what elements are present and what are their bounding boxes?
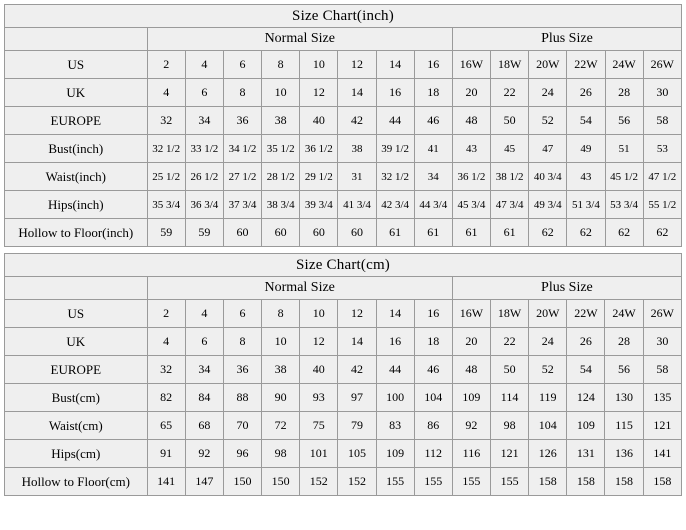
cell: 147 <box>185 468 223 496</box>
cell: 79 <box>338 412 376 440</box>
cell: 44 <box>376 356 414 384</box>
cell: 58 <box>643 107 681 135</box>
cell: 52 <box>529 107 567 135</box>
row-label: Hollow to Floor(inch) <box>5 219 148 247</box>
cell: 54 <box>567 356 605 384</box>
table-row <box>5 356 682 384</box>
cell: 42 <box>338 356 376 384</box>
cell: 36 1/2 <box>452 163 490 191</box>
table-title-row <box>5 254 682 277</box>
cell: 20W <box>529 300 567 328</box>
cell: 34 <box>414 163 452 191</box>
table-title: Size Chart(inch) <box>5 5 682 28</box>
size-chart-cm-table <box>4 253 682 496</box>
group-header-normal: Normal Size <box>147 28 452 51</box>
group-header-normal: Normal Size <box>147 277 452 300</box>
cell: 16 <box>414 51 452 79</box>
cell: 28 1/2 <box>262 163 300 191</box>
row-label: Bust(cm) <box>5 384 148 412</box>
row-label: Waist(inch) <box>5 163 148 191</box>
cell: 90 <box>262 384 300 412</box>
cell: 115 <box>605 412 643 440</box>
cell: 8 <box>262 51 300 79</box>
cell: 12 <box>338 300 376 328</box>
cell: 50 <box>491 107 529 135</box>
row-label: Hollow to Floor(cm) <box>5 468 148 496</box>
cell: 51 3/4 <box>567 191 605 219</box>
cell: 32 <box>147 107 185 135</box>
cell: 65 <box>147 412 185 440</box>
cell: 35 1/2 <box>262 135 300 163</box>
cell: 124 <box>567 384 605 412</box>
cell: 24W <box>605 51 643 79</box>
row-label: EUROPE <box>5 107 148 135</box>
cell: 51 <box>605 135 643 163</box>
cell: 109 <box>376 440 414 468</box>
group-row-corner <box>5 28 148 51</box>
size-chart-inch-body <box>5 5 682 247</box>
cell: 59 <box>185 219 223 247</box>
table-title: Size Chart(cm) <box>5 254 682 277</box>
cell: 155 <box>452 468 490 496</box>
cell: 34 <box>185 107 223 135</box>
row-label: Hips(cm) <box>5 440 148 468</box>
row-label: UK <box>5 79 148 107</box>
cell: 150 <box>262 468 300 496</box>
cell: 16 <box>376 328 414 356</box>
cell: 92 <box>452 412 490 440</box>
cell: 47 1/2 <box>643 163 681 191</box>
cell: 8 <box>262 300 300 328</box>
cell: 83 <box>376 412 414 440</box>
cell: 141 <box>147 468 185 496</box>
cell: 20W <box>529 51 567 79</box>
cell: 60 <box>338 219 376 247</box>
group-header-plus: Plus Size <box>452 28 681 51</box>
row-label: US <box>5 300 148 328</box>
cell: 33 1/2 <box>185 135 223 163</box>
cell: 30 <box>643 79 681 107</box>
cell: 42 3/4 <box>376 191 414 219</box>
cell: 4 <box>185 51 223 79</box>
cell: 53 3/4 <box>605 191 643 219</box>
cell: 28 <box>605 328 643 356</box>
cell: 40 3/4 <box>529 163 567 191</box>
cell: 121 <box>491 440 529 468</box>
row-label: Waist(cm) <box>5 412 148 440</box>
cell: 40 <box>300 107 338 135</box>
cell: 26 <box>567 328 605 356</box>
cell: 25 1/2 <box>147 163 185 191</box>
cell: 97 <box>338 384 376 412</box>
cell: 56 <box>605 356 643 384</box>
cell: 24 <box>529 328 567 356</box>
cell: 20 <box>452 328 490 356</box>
cell: 130 <box>605 384 643 412</box>
cell: 86 <box>414 412 452 440</box>
cell: 10 <box>300 300 338 328</box>
cell: 37 3/4 <box>223 191 261 219</box>
cell: 155 <box>491 468 529 496</box>
cell: 14 <box>376 51 414 79</box>
cell: 141 <box>643 440 681 468</box>
cell: 2 <box>147 300 185 328</box>
cell: 91 <box>147 440 185 468</box>
cell: 112 <box>414 440 452 468</box>
cell: 38 <box>262 356 300 384</box>
cell: 93 <box>300 384 338 412</box>
cell: 72 <box>262 412 300 440</box>
cell: 52 <box>529 356 567 384</box>
cell: 62 <box>529 219 567 247</box>
cell: 61 <box>376 219 414 247</box>
cell: 26 <box>567 79 605 107</box>
cell: 39 3/4 <box>300 191 338 219</box>
cell: 98 <box>262 440 300 468</box>
cell: 32 1/2 <box>376 163 414 191</box>
cell: 152 <box>338 468 376 496</box>
cell: 131 <box>567 440 605 468</box>
cell: 92 <box>185 440 223 468</box>
table-row <box>5 219 682 247</box>
cell: 82 <box>147 384 185 412</box>
cell: 158 <box>605 468 643 496</box>
cell: 152 <box>300 468 338 496</box>
cell: 18W <box>491 51 529 79</box>
cell: 61 <box>414 219 452 247</box>
table-title-row <box>5 5 682 28</box>
cell: 60 <box>300 219 338 247</box>
group-header-plus: Plus Size <box>452 277 681 300</box>
table-group-row <box>5 28 682 51</box>
cell: 16W <box>452 300 490 328</box>
cell: 58 <box>643 356 681 384</box>
cell: 43 <box>452 135 490 163</box>
cell: 18 <box>414 328 452 356</box>
cell: 109 <box>567 412 605 440</box>
cell: 61 <box>452 219 490 247</box>
cell: 56 <box>605 107 643 135</box>
cell: 49 3/4 <box>529 191 567 219</box>
table-row <box>5 300 682 328</box>
cell: 44 <box>376 107 414 135</box>
cell: 104 <box>529 412 567 440</box>
cell: 10 <box>300 51 338 79</box>
table-row <box>5 51 682 79</box>
cell: 14 <box>338 79 376 107</box>
cell: 135 <box>643 384 681 412</box>
cell: 61 <box>491 219 529 247</box>
size-chart-inch-table <box>4 4 682 247</box>
cell: 8 <box>223 79 261 107</box>
cell: 29 1/2 <box>300 163 338 191</box>
cell: 42 <box>338 107 376 135</box>
row-label: EUROPE <box>5 356 148 384</box>
cell: 12 <box>300 328 338 356</box>
cell: 36 <box>223 107 261 135</box>
cell: 101 <box>300 440 338 468</box>
cell: 4 <box>147 328 185 356</box>
table-row <box>5 440 682 468</box>
cell: 20 <box>452 79 490 107</box>
cell: 26W <box>643 51 681 79</box>
cell: 22 <box>491 79 529 107</box>
cell: 158 <box>529 468 567 496</box>
cell: 68 <box>185 412 223 440</box>
cell: 62 <box>643 219 681 247</box>
cell: 60 <box>223 219 261 247</box>
table-row <box>5 384 682 412</box>
row-label: US <box>5 51 148 79</box>
size-chart-cm-body <box>5 254 682 496</box>
cell: 45 3/4 <box>452 191 490 219</box>
cell: 22W <box>567 51 605 79</box>
table-row <box>5 328 682 356</box>
cell: 46 <box>414 356 452 384</box>
cell: 126 <box>529 440 567 468</box>
table-group-row <box>5 277 682 300</box>
cell: 47 <box>529 135 567 163</box>
cell: 39 1/2 <box>376 135 414 163</box>
cell: 55 1/2 <box>643 191 681 219</box>
cell: 32 <box>147 356 185 384</box>
table-row <box>5 163 682 191</box>
cell: 60 <box>262 219 300 247</box>
table-row <box>5 135 682 163</box>
table-row <box>5 412 682 440</box>
cell: 121 <box>643 412 681 440</box>
cell: 8 <box>223 328 261 356</box>
cell: 59 <box>147 219 185 247</box>
cell: 114 <box>491 384 529 412</box>
cell: 34 <box>185 356 223 384</box>
cell: 35 3/4 <box>147 191 185 219</box>
cell: 50 <box>491 356 529 384</box>
cell: 96 <box>223 440 261 468</box>
cell: 100 <box>376 384 414 412</box>
table-row <box>5 191 682 219</box>
cell: 45 1/2 <box>605 163 643 191</box>
cell: 26W <box>643 300 681 328</box>
cell: 16W <box>452 51 490 79</box>
cell: 44 3/4 <box>414 191 452 219</box>
cell: 22 <box>491 328 529 356</box>
cell: 62 <box>605 219 643 247</box>
cell: 4 <box>185 300 223 328</box>
cell: 88 <box>223 384 261 412</box>
cell: 104 <box>414 384 452 412</box>
cell: 47 3/4 <box>491 191 529 219</box>
cell: 38 <box>338 135 376 163</box>
cell: 12 <box>338 51 376 79</box>
cell: 109 <box>452 384 490 412</box>
cell: 119 <box>529 384 567 412</box>
cell: 48 <box>452 107 490 135</box>
cell: 28 <box>605 79 643 107</box>
cell: 27 1/2 <box>223 163 261 191</box>
cell: 150 <box>223 468 261 496</box>
cell: 75 <box>300 412 338 440</box>
cell: 2 <box>147 51 185 79</box>
cell: 18 <box>414 79 452 107</box>
cell: 70 <box>223 412 261 440</box>
cell: 98 <box>491 412 529 440</box>
table-row <box>5 79 682 107</box>
cell: 6 <box>223 300 261 328</box>
cell: 38 <box>262 107 300 135</box>
cell: 38 3/4 <box>262 191 300 219</box>
cell: 24 <box>529 79 567 107</box>
cell: 10 <box>262 328 300 356</box>
cell: 46 <box>414 107 452 135</box>
cell: 48 <box>452 356 490 384</box>
cell: 36 3/4 <box>185 191 223 219</box>
cell: 158 <box>643 468 681 496</box>
cell: 6 <box>185 328 223 356</box>
cell: 34 1/2 <box>223 135 261 163</box>
row-label: UK <box>5 328 148 356</box>
cell: 53 <box>643 135 681 163</box>
cell: 62 <box>567 219 605 247</box>
cell: 6 <box>185 79 223 107</box>
cell: 22W <box>567 300 605 328</box>
cell: 54 <box>567 107 605 135</box>
cell: 18W <box>491 300 529 328</box>
cell: 4 <box>147 79 185 107</box>
cell: 41 3/4 <box>338 191 376 219</box>
cell: 30 <box>643 328 681 356</box>
cell: 36 1/2 <box>300 135 338 163</box>
cell: 10 <box>262 79 300 107</box>
row-label: Bust(inch) <box>5 135 148 163</box>
cell: 105 <box>338 440 376 468</box>
cell: 38 1/2 <box>491 163 529 191</box>
cell: 6 <box>223 51 261 79</box>
cell: 41 <box>414 135 452 163</box>
cell: 14 <box>376 300 414 328</box>
cell: 49 <box>567 135 605 163</box>
cell: 158 <box>567 468 605 496</box>
table-row <box>5 468 682 496</box>
cell: 155 <box>376 468 414 496</box>
cell: 45 <box>491 135 529 163</box>
cell: 24W <box>605 300 643 328</box>
cell: 26 1/2 <box>185 163 223 191</box>
cell: 31 <box>338 163 376 191</box>
cell: 32 1/2 <box>147 135 185 163</box>
cell: 136 <box>605 440 643 468</box>
cell: 16 <box>376 79 414 107</box>
row-label: Hips(inch) <box>5 191 148 219</box>
cell: 116 <box>452 440 490 468</box>
cell: 43 <box>567 163 605 191</box>
table-row <box>5 107 682 135</box>
cell: 16 <box>414 300 452 328</box>
cell: 36 <box>223 356 261 384</box>
cell: 84 <box>185 384 223 412</box>
cell: 12 <box>300 79 338 107</box>
cell: 40 <box>300 356 338 384</box>
cell: 14 <box>338 328 376 356</box>
group-row-corner <box>5 277 148 300</box>
cell: 155 <box>414 468 452 496</box>
